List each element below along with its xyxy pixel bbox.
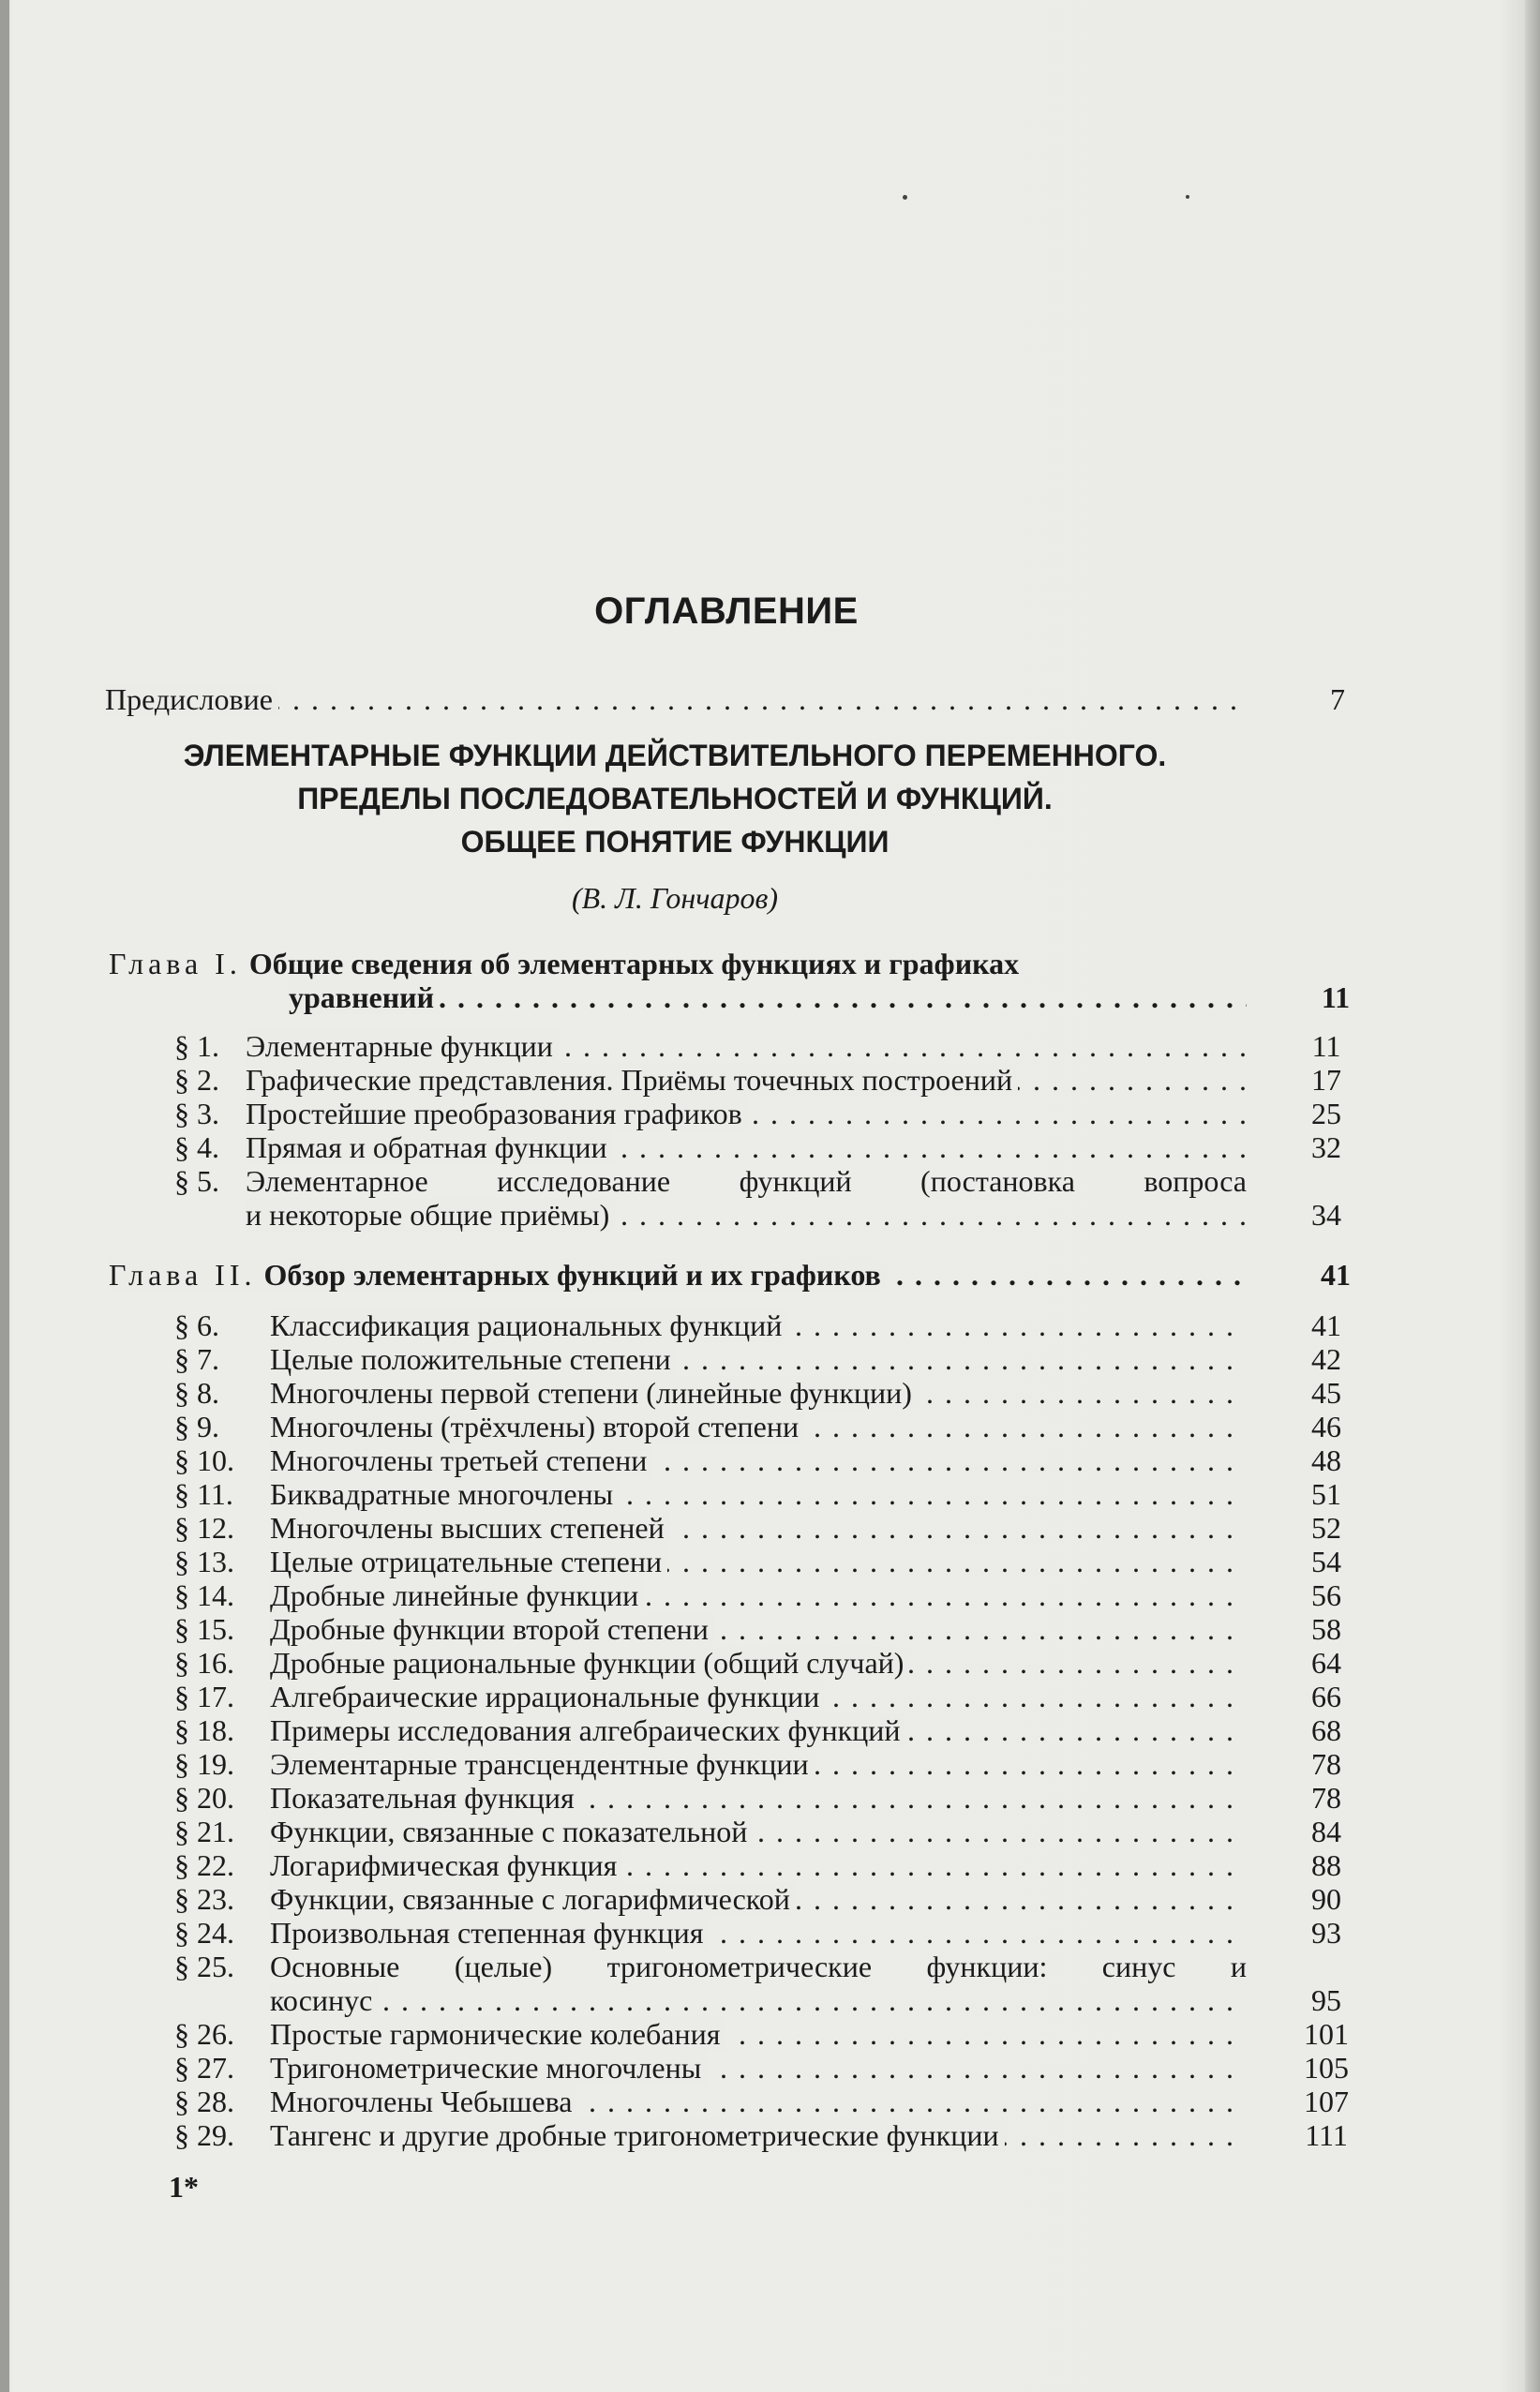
section-title-line1: Основные (целые) тригонометрические функции: синус и: [270, 1950, 1247, 1983]
section-title: Целые отрицательные степени: [270, 1545, 667, 1578]
section-number: § 12.: [174, 1511, 234, 1545]
section-number: § 19.: [174, 1747, 234, 1781]
section-title: Показательная функция: [270, 1781, 580, 1815]
section-number: § 3.: [174, 1097, 219, 1130]
print-speck: [903, 195, 907, 200]
section-title: Элементарные функции: [246, 1029, 559, 1063]
page-number: 58: [1311, 1612, 1341, 1646]
section-title: Произвольная степенная функция: [270, 1916, 709, 1950]
section-title: и некоторые общие приёмы): [246, 1198, 615, 1232]
section-title: Прямая и обратная функции: [246, 1130, 613, 1164]
section-title: Целые положительные степени: [270, 1342, 677, 1376]
chapter1-heading-cont[interactable]: [289, 980, 1351, 1014]
section-number: § 10.: [174, 1443, 234, 1477]
part-heading-line3: ОБЩЕЕ ПОНЯТИЕ ФУНКЦИИ: [460, 825, 890, 859]
chapter1-title-line1: Общие сведения об элементарных функциях и графиках: [248, 947, 1020, 980]
page-number: 54: [1311, 1545, 1341, 1578]
section-title: Биквадратные многочлены: [270, 1477, 619, 1511]
page-number: 52: [1311, 1511, 1341, 1545]
section-number: § 24.: [174, 1916, 234, 1950]
page-number: 64: [1311, 1646, 1341, 1680]
page-number: 51: [1311, 1477, 1341, 1511]
section-number: § 17.: [174, 1680, 234, 1713]
preface-label: Предисловие: [105, 682, 278, 716]
section-number: § 13.: [174, 1545, 234, 1578]
section-number: § 25.: [174, 1950, 234, 1983]
page-number: 17: [1311, 1063, 1341, 1097]
toc-entry-preface[interactable]: [105, 682, 1417, 716]
section-number: § 29.: [174, 2118, 234, 2152]
signature-mark: 1*: [169, 2170, 199, 2204]
section-number: § 6.: [174, 1308, 219, 1342]
print-speck: [1186, 195, 1189, 199]
page-number: 48: [1311, 1443, 1341, 1477]
section-title: Тригонометрические многочлены: [270, 2051, 707, 2085]
section-title: Функции, связанные с логарифмической: [270, 1882, 796, 1916]
page-number: 105: [1304, 2051, 1349, 2085]
section-number: § 18.: [174, 1713, 234, 1747]
section-number: § 15.: [174, 1612, 234, 1646]
section-number: § 4.: [174, 1130, 219, 1164]
part-author: (В. Л. Гончаров): [571, 881, 779, 915]
section-number: § 14.: [174, 1578, 234, 1612]
section-number: § 7.: [174, 1342, 219, 1376]
section-number: § 11.: [174, 1477, 233, 1511]
section-number: § 8.: [174, 1376, 219, 1410]
section-title: Дробные рациональные функции (общий случай): [270, 1646, 909, 1680]
page-number: 93: [1311, 1916, 1341, 1950]
page-number: 11: [1321, 980, 1351, 1014]
page-number: 107: [1304, 2085, 1349, 2118]
section-title: Графические представления. Приёмы точечных построений: [246, 1063, 1018, 1097]
page-number: 66: [1311, 1680, 1341, 1713]
page-number: 34: [1311, 1198, 1341, 1232]
toc-title: ОГЛАВЛЕНИЕ: [594, 591, 859, 632]
page-number: 95: [1311, 1983, 1341, 2017]
section-number: § 9.: [174, 1410, 219, 1443]
page-number: 84: [1311, 1815, 1341, 1848]
section-title: Дробные линейные функции: [270, 1578, 644, 1612]
chapter1-heading[interactable]: [109, 947, 1019, 980]
chapter2-title: Обзор элементарных функций и их графиков: [263, 1258, 881, 1292]
section-number: § 27.: [174, 2051, 234, 2085]
page-number: 41: [1321, 1258, 1351, 1292]
section-number: § 28.: [174, 2085, 234, 2118]
page-number: 90: [1311, 1882, 1341, 1916]
section-title: Простые гармонические колебания: [270, 2017, 725, 2051]
page-number: 88: [1311, 1848, 1341, 1882]
page-edge: [1525, 0, 1540, 2392]
section-number: § 5.: [174, 1164, 219, 1198]
section-title: Классификация рациональных функций: [270, 1308, 787, 1342]
page-number: 101: [1304, 2017, 1349, 2051]
section-number: § 2.: [174, 1063, 219, 1097]
section-number: § 16.: [174, 1646, 234, 1680]
section-number: § 26.: [174, 2017, 234, 2051]
section-title: Многочлены (трёхчлены) второй степени: [270, 1410, 804, 1443]
page-number: 45: [1311, 1376, 1341, 1410]
section-title: Многочлены первой степени (линейные функции): [270, 1376, 918, 1410]
section-number: § 1.: [174, 1029, 219, 1063]
page-number: 78: [1311, 1747, 1341, 1781]
section-title: Логарифмическая функция: [270, 1848, 622, 1882]
section-title: Простейшие преобразования графиков: [246, 1097, 748, 1130]
section-title: Многочлены Чебышева: [270, 2085, 577, 2118]
section-title: Дробные функции второй степени: [270, 1612, 714, 1646]
chapter1-title-line2: уравнений: [289, 980, 440, 1014]
page-number: 41: [1311, 1308, 1341, 1342]
page-number: 11: [1311, 1029, 1341, 1063]
section-title: Примеры исследования алгебраических функций: [270, 1713, 906, 1747]
section-title: Элементарные трансцендентные функции: [270, 1747, 815, 1781]
page-number: 46: [1311, 1410, 1341, 1443]
page-number: 42: [1311, 1342, 1341, 1376]
section-title: косинус: [270, 1983, 378, 2017]
part-heading-line1: ЭЛЕМЕНТАРНЫЕ ФУНКЦИИ ДЕЙСТВИТЕЛЬНОГО ПЕРЕМЕННОГО.: [183, 739, 1167, 772]
chapter1-label: Глава I.: [109, 947, 242, 980]
page-number: 68: [1311, 1713, 1341, 1747]
section-title: Многочлены высших степеней: [270, 1511, 670, 1545]
section-title: Тангенс и другие дробные тригонометрические функции: [270, 2118, 1005, 2152]
page-number: 56: [1311, 1578, 1341, 1612]
section-title: Многочлены третьей степени: [270, 1443, 652, 1477]
section-number: § 21.: [174, 1815, 234, 1848]
section-title: Алгебраические иррациональные функции: [270, 1680, 825, 1713]
section-number: § 22.: [174, 1848, 234, 1882]
section-number: § 20.: [174, 1781, 234, 1815]
page-number: 25: [1311, 1097, 1341, 1130]
page-number: 111: [1305, 2118, 1348, 2152]
chapter2-label: Глава II.: [109, 1258, 257, 1292]
page-number: 32: [1311, 1130, 1341, 1164]
chapter2-heading[interactable]: [109, 1258, 1351, 1292]
page-number: 7: [1330, 682, 1345, 716]
page-number: 78: [1311, 1781, 1341, 1815]
part-heading-line2: ПРЕДЕЛЫ ПОСЛЕДОВАТЕЛЬНОСТЕЙ И ФУНКЦИЙ.: [297, 782, 1053, 815]
section-title: Функции, связанные с показательной: [270, 1815, 753, 1848]
section-number: § 23.: [174, 1882, 234, 1916]
page-spine: [0, 0, 9, 2392]
section-title-line1: Элементарное исследование функций (постановка вопроса: [246, 1164, 1247, 1198]
